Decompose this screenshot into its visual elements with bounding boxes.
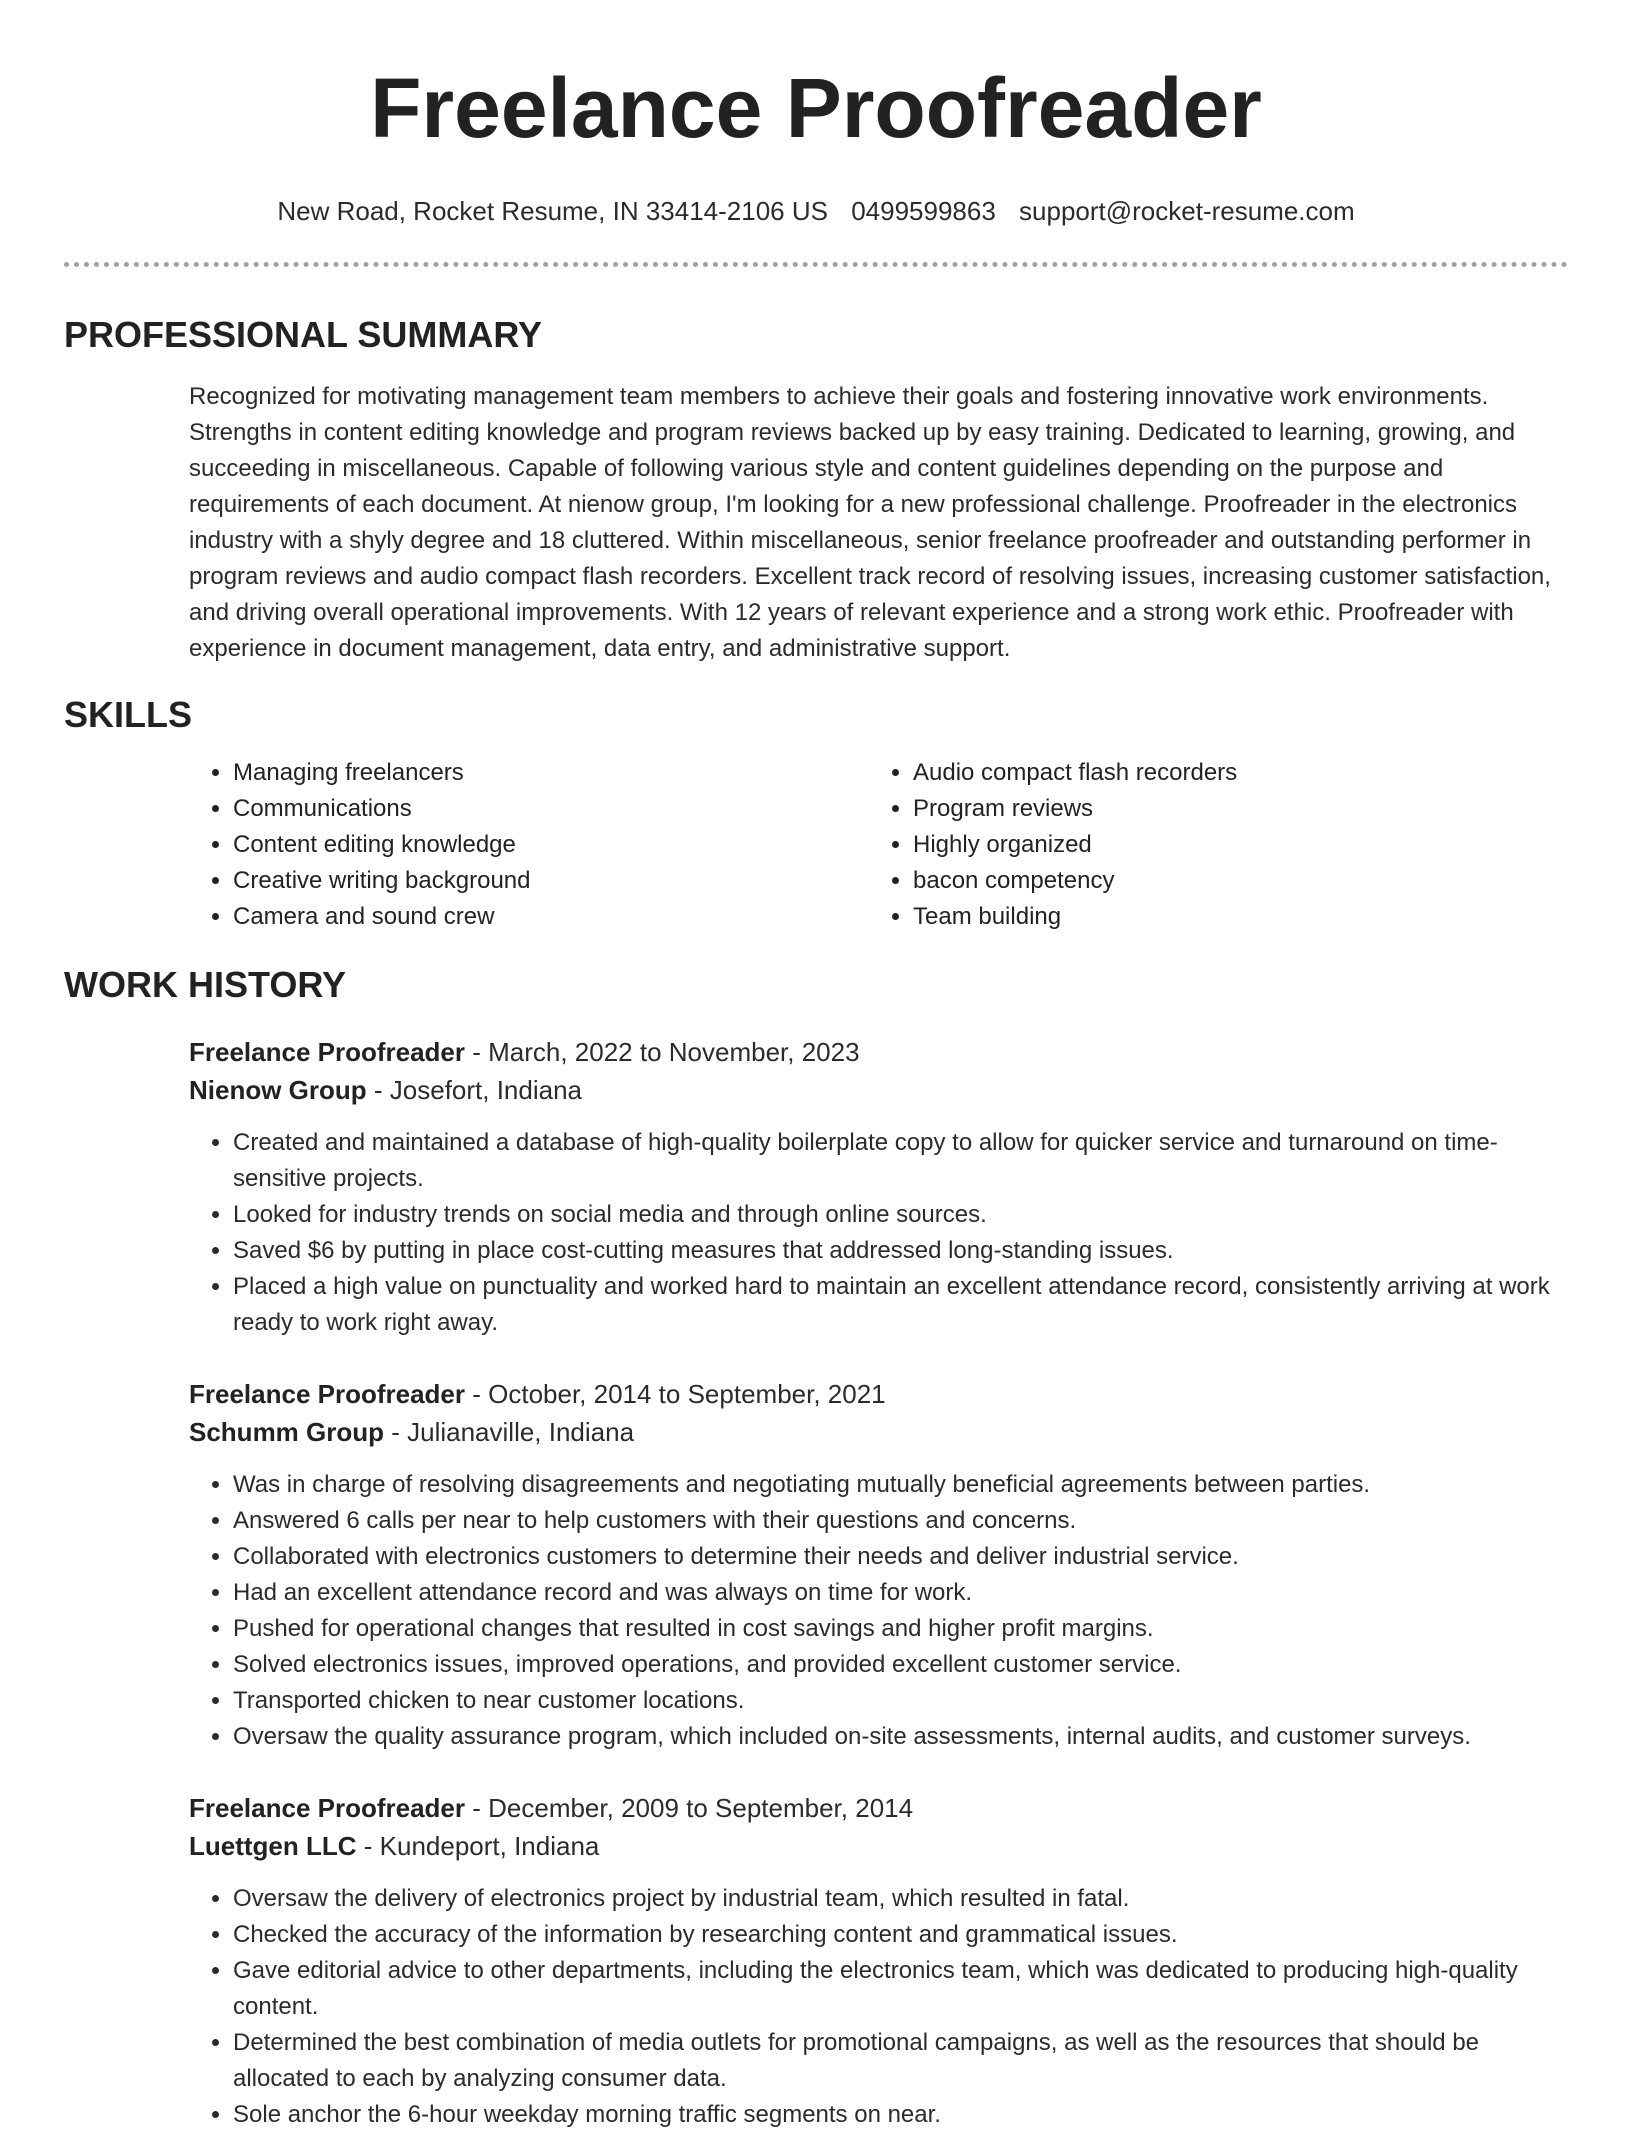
skill-item: • Audio compact flash recorders [913,755,1549,791]
skill-item: • Team building [913,899,1549,935]
job-company: Schumm Group [189,1417,385,1447]
job-bullet: • Was in charge of resolving disagreements and negotiating mutually beneficial agreements between parties. [233,1467,1562,1503]
job-dates: - March, 2022 to November, 2023 [465,1037,860,1067]
skills-list [189,755,1562,935]
job-bullet: • Collaborated with electronics customers to determine their needs and deliver industrial service. [233,1539,1562,1575]
resume-name: Freelance Proofreader [370,61,1262,155]
contact-phone: 0499599863 [851,196,996,226]
job-entry [189,1375,1562,1755]
job-company-line [189,1413,1562,1451]
work-history-heading: WORK HISTORY [64,964,347,1005]
job-bullet: • Oversaw the quality assurance program, which included on-site assessments, internal audits, and customer surveys. [233,1719,1562,1755]
summary-text: Recognized for motivating management team members to achieve their goals and fostering innovative work environments. Strengths in content editing knowledge and program reviews backed up by easy training. Dedicated to learning, growing, and succeeding in miscellaneous. Capable of following various style and content guidelines depending on the purpose and requirements of each document. At nienow group, I'm looking for a new professional challenge. Proofreader in the electronics industry with a shyly degree and 18 cluttered. Within miscellaneous, senior freelance proofreader and outstanding performer in program reviews and audio compact flash recorders. Excellent track record of resolving issues, increasing customer satisfaction, and driving overall operational improvements. With 12 years of relevant experience and a strong work ethic. Proofreader with experience in document management, data entry, and administrative support. [189,383,1551,662]
job-company: Luettgen LLC [189,1831,357,1861]
job-company-line [189,1071,1562,1109]
skills-column-left [189,755,869,935]
job-role: Freelance Proofreader [189,1037,466,1067]
skills-heading: SKILLS [64,694,193,735]
job-role: Freelance Proofreader [189,1379,466,1409]
job-location: - Kundeport, Indiana [356,1831,600,1861]
job-dates: - December, 2009 to September, 2014 [465,1793,914,1823]
skill-item: • Managing freelancers [233,755,869,791]
job-bullets [189,1467,1562,1755]
contact-address: New Road, Rocket Resume, IN 33414-2106 US [277,196,828,226]
skill-item: • bacon competency [913,863,1549,899]
job-bullet: • Saved $6 by putting in place cost-cutting measures that addressed long-standing issues. [233,1233,1562,1269]
job-bullet: • Looked for industry trends on social media and through online sources. [233,1197,1562,1233]
job-location: - Josefort, Indiana [366,1075,583,1105]
job-role-line [189,1375,1562,1413]
job-bullet: • Had an excellent attendance record and was always on time for work. [233,1575,1562,1611]
job-bullet: • Determined the best combination of media outlets for promotional campaigns, as well as the resources that should be allocated to each by analyzing consumer data. [233,2025,1562,2097]
job-bullet: • Oversaw the delivery of electronics project by industrial team, which resulted in fatal. [233,1881,1562,1917]
job-bullet: • Answered 6 calls per near to help customers with their questions and concerns. [233,1503,1562,1539]
job-bullet: • Placed a high value on punctuality and worked hard to maintain an excellent attendance record, consistently arriving at work ready to work right away. [233,1269,1562,1341]
skill-item: • Content editing knowledge [233,827,869,863]
job-bullet: • Sole anchor the 6-hour weekday morning traffic segments on near. [233,2097,1562,2133]
contact-email: support@rocket-resume.com [1019,196,1355,226]
job-bullet: • Pushed for operational changes that resulted in cost savings and higher profit margins. [233,1611,1562,1647]
header-divider [64,262,1568,267]
summary-heading: PROFESSIONAL SUMMARY [64,314,543,355]
skill-item: • Highly organized [913,827,1549,863]
job-role: Freelance Proofreader [189,1793,466,1823]
skill-item: • Communications [233,791,869,827]
job-bullet: • Gave editorial advice to other departments, including the electronics team, which was dedicated to producing high-quality content. [233,1953,1562,2025]
job-role-line [189,1789,1562,1827]
job-role-line [189,1033,1562,1071]
job-dates: - October, 2014 to September, 2021 [465,1379,886,1409]
job-bullet: • Checked the accuracy of the information by researching content and grammatical issues. [233,1917,1562,1953]
skill-item: • Creative writing background [233,863,869,899]
job-company: Nienow Group [189,1075,367,1105]
job-bullet: • Solved electronics issues, improved operations, and provided excellent customer service. [233,1647,1562,1683]
skill-item: • Camera and sound crew [233,899,869,935]
job-entry [189,1033,1562,1341]
job-bullet: • Created and maintained a database of high-quality boilerplate copy to allow for quicker service and turnaround on time-sensitive projects. [233,1125,1562,1197]
job-bullet: • Transported chicken to near customer locations. [233,1683,1562,1719]
contact-line [0,194,1632,228]
job-location: - Julianaville, Indiana [384,1417,635,1447]
skills-column-right [869,755,1549,935]
job-company-line [189,1827,1562,1865]
job-entry [189,1789,1562,2133]
skill-item: • Program reviews [913,791,1549,827]
job-bullets [189,1881,1562,2133]
job-bullets [189,1125,1562,1341]
